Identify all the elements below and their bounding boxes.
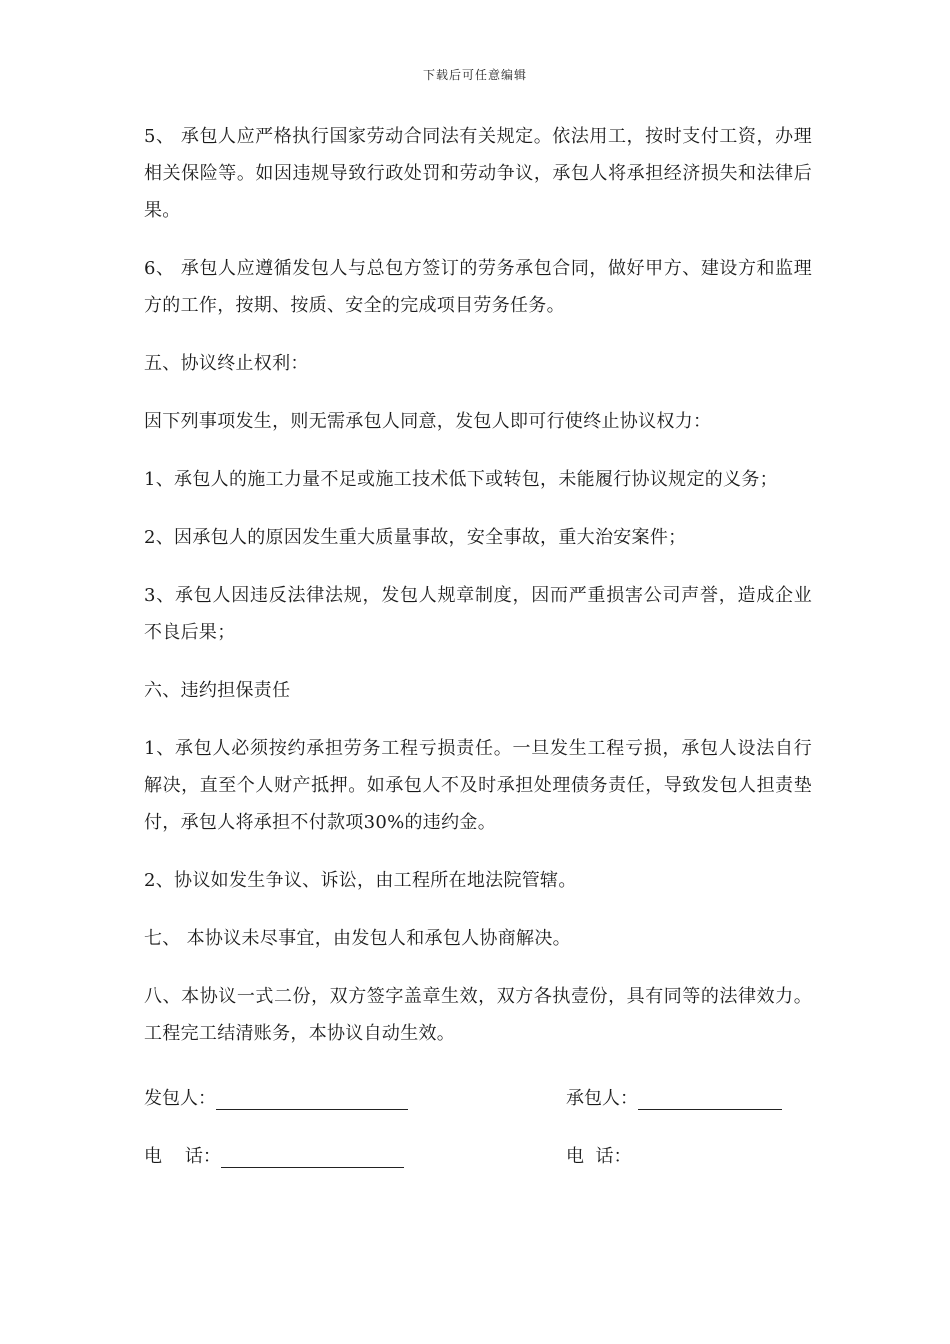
clause-5: 5、 承包人应严格执行国家劳动合同法有关规定。依法用工，按时支付工资，办理相关保险等。如因违规导致行政处罚和劳动争议，承包人将承担经济损失和法律后果。 xyxy=(144,126,812,221)
party-a-signature xyxy=(144,1084,408,1110)
section-8: 八、本协议一式二份，双方签字盖章生效，双方各执壹份，具有同等的法律效力。工程完工结清账务，本协议自动生效。 xyxy=(144,986,812,1044)
liability-item-2: 2、协议如发生争议、诉讼，由工程所在地法院管辖。 xyxy=(144,870,577,891)
party-b-signature xyxy=(566,1084,782,1110)
phone-a-line[interactable] xyxy=(221,1145,404,1168)
party-a-phone xyxy=(144,1142,404,1168)
termination-item-3: 3、承包人因违反法律法规，发包人规章制度，因而严重损害公司声誉，造成企业不良后果； xyxy=(144,585,812,643)
phone-a-label: 电 话： xyxy=(144,1146,221,1167)
termination-intro: 因下列事项发生，则无需承包人同意，发包人即可行使终止协议权力： xyxy=(144,411,712,432)
signature-row-phones xyxy=(144,1142,812,1172)
termination-item-1: 1、承包人的施工力量不足或施工技术低下或转包，未能履行协议规定的义务； xyxy=(144,469,778,490)
section-6-heading: 六、违约担保责任 xyxy=(144,680,291,701)
section-5-heading: 五、协议终止权利： xyxy=(144,353,309,374)
page-header: 下载后可任意编辑 xyxy=(422,68,527,82)
liability-item-1: 1、承包人必须按约承担劳务工程亏损责任。一旦发生工程亏损，承包人设法自行解决，直至个人财产抵押。如承包人不及时承担处理债务责任，导致发包人担责垫付，承包人将承担不付款项30%的违约金。 xyxy=(144,738,812,833)
party-b-label: 承包人： xyxy=(566,1088,638,1109)
phone-b-label: 电 话： xyxy=(566,1146,632,1167)
party-b-signature-line[interactable] xyxy=(638,1087,782,1110)
document-body xyxy=(144,118,812,1073)
party-b-phone xyxy=(566,1142,631,1168)
termination-item-2: 2、因承包人的原因发生重大质量事故，安全事故，重大治安案件； xyxy=(144,527,687,548)
clause-6: 6、 承包人应遵循发包人与总包方签订的劳务承包合同，做好甲方、建设方和监理方的工作，按期、按质、安全的完成项目劳务任务。 xyxy=(144,258,812,316)
section-7: 七、 本协议未尽事宜，由发包人和承包人协商解决。 xyxy=(144,928,571,949)
party-a-signature-line[interactable] xyxy=(216,1087,408,1110)
party-a-label: 发包人： xyxy=(144,1088,216,1109)
signature-row-parties xyxy=(144,1084,812,1114)
